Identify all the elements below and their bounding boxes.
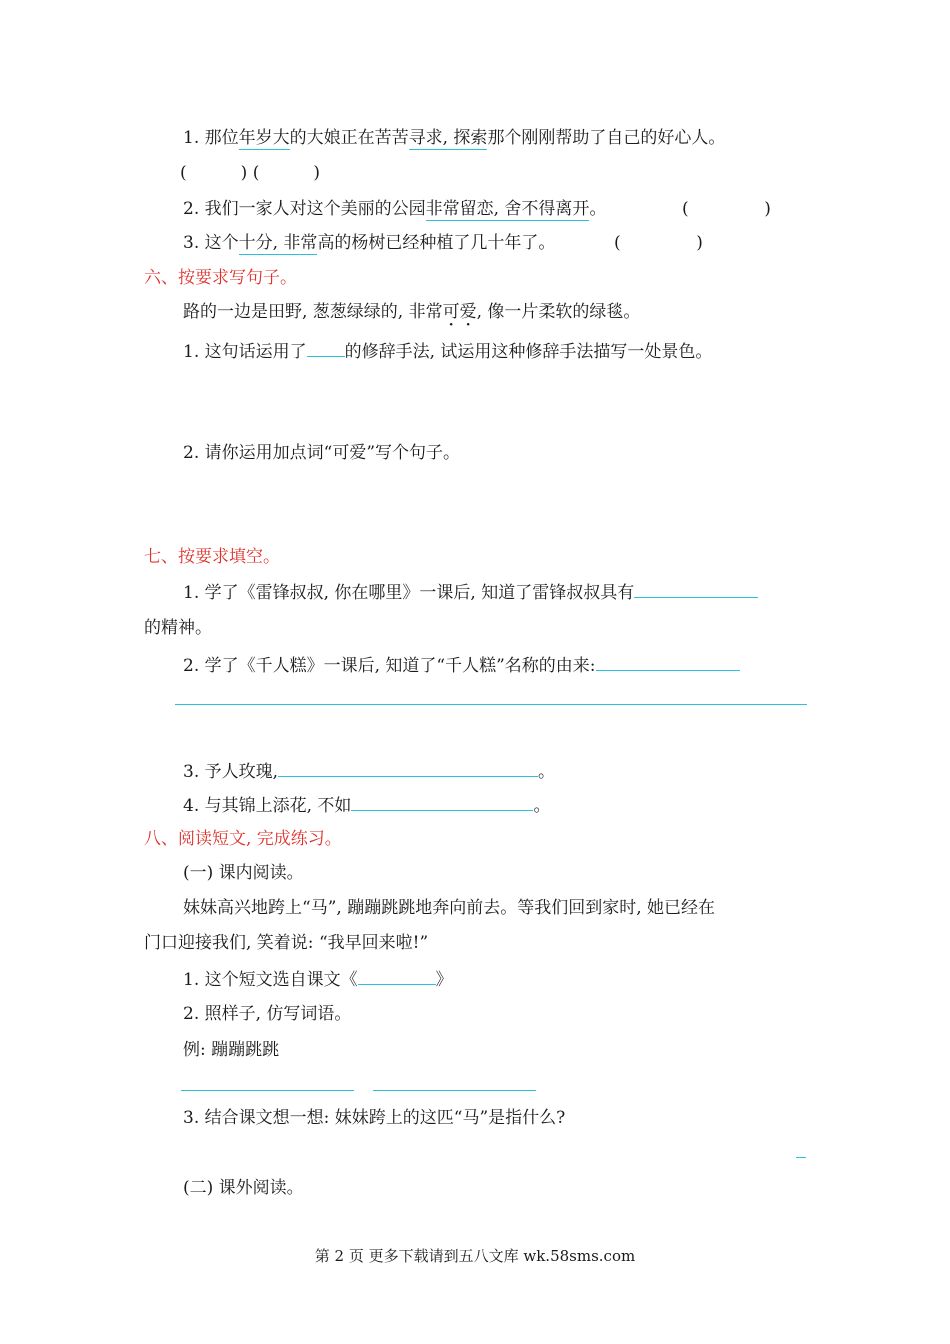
s5-q3-answer-paren[interactable]: ( ) <box>614 233 703 253</box>
s8-passage-line2: 门口迎接我们, 笑着说: “我早回来啦!” <box>144 933 429 953</box>
s5-q1-answer-parens[interactable]: ( ) ( ) <box>180 163 321 183</box>
answer-blank[interactable] <box>596 652 740 671</box>
answer-line[interactable] <box>175 704 807 705</box>
answer-blank[interactable] <box>307 338 345 357</box>
s8-example: 例: 蹦蹦跳跳 <box>183 1040 280 1060</box>
s7-q1-cont: 的精神。 <box>144 618 212 638</box>
s8-part2-title: (二) 课外阅读。 <box>183 1178 304 1198</box>
page-footer: 第 2 页 更多下载请到五八文库 wk.58sms.com <box>314 1247 636 1265</box>
dotted-char: 爱 <box>459 302 477 322</box>
answer-blank[interactable] <box>278 758 538 777</box>
underlined-word: 非常留恋, 舍不得离开 <box>425 199 590 219</box>
s7-q3: 3. 予人玫瑰, 。 <box>183 758 555 782</box>
s5-q3: 3. 这个十分, 非常高的杨树已经种植了几十年了。 <box>183 233 556 253</box>
s7-q1: 1. 学了《雷锋叔叔, 你在哪里》一课后, 知道了雷锋叔叔具有 <box>183 579 758 603</box>
underlined-word: 寻求, 探索 <box>408 128 488 148</box>
s8-q1: 1. 这个短文选自课文《 》 <box>183 966 453 990</box>
s7-q2: 2. 学了《千人糕》一课后, 知道了“千人糕”名称的由来: <box>183 652 740 676</box>
s6-q2: 2. 请你运用加点词“可爱”写个句子。 <box>183 443 461 463</box>
answer-line[interactable] <box>181 1090 354 1091</box>
answer-line[interactable] <box>373 1090 536 1091</box>
s8-q3: 3. 结合课文想一想: 妹妹跨上的这匹“马”是指什么? <box>183 1108 566 1128</box>
s6-sentence: 路的一边是田野, 葱葱绿绿的, 非常可爱, 像一片柔软的绿毯。 <box>183 302 641 322</box>
s8-part1-title: (一) 课内阅读。 <box>183 863 304 883</box>
dotted-char: 可 <box>442 302 460 322</box>
answer-blank[interactable] <box>358 966 436 985</box>
section-6-heading: 六、按要求写句子。 <box>144 268 297 288</box>
section-8-heading: 八、阅读短文, 完成练习。 <box>144 829 342 849</box>
answer-line[interactable] <box>796 1157 806 1158</box>
s5-q1: 1. 那位年岁大的大娘正在苦苦寻求, 探索那个刚刚帮助了自己的好心人。 <box>183 128 726 148</box>
s6-q1: 1. 这句话运用了 的修辞手法, 试运用这种修辞手法描写一处景色。 <box>183 338 712 362</box>
section-7-heading: 七、按要求填空。 <box>144 547 280 567</box>
underlined-word: 十分, 非常 <box>238 233 318 253</box>
s5-q2: 2. 我们一家人对这个美丽的公园非常留恋, 舍不得离开。 <box>183 199 607 219</box>
s8-q2: 2. 照样子, 仿写词语。 <box>183 1004 352 1024</box>
s7-q4: 4. 与其锦上添花, 不如 。 <box>183 792 550 816</box>
answer-blank[interactable] <box>351 792 533 811</box>
answer-blank[interactable] <box>634 579 758 598</box>
s5-q2-answer-paren[interactable]: ( ) <box>682 199 771 219</box>
s8-passage-line1: 妹妹高兴地跨上“马”, 蹦蹦跳跳地奔向前去。等我们回到家时, 她已经在 <box>183 898 715 918</box>
underlined-word: 年岁大 <box>238 128 290 148</box>
